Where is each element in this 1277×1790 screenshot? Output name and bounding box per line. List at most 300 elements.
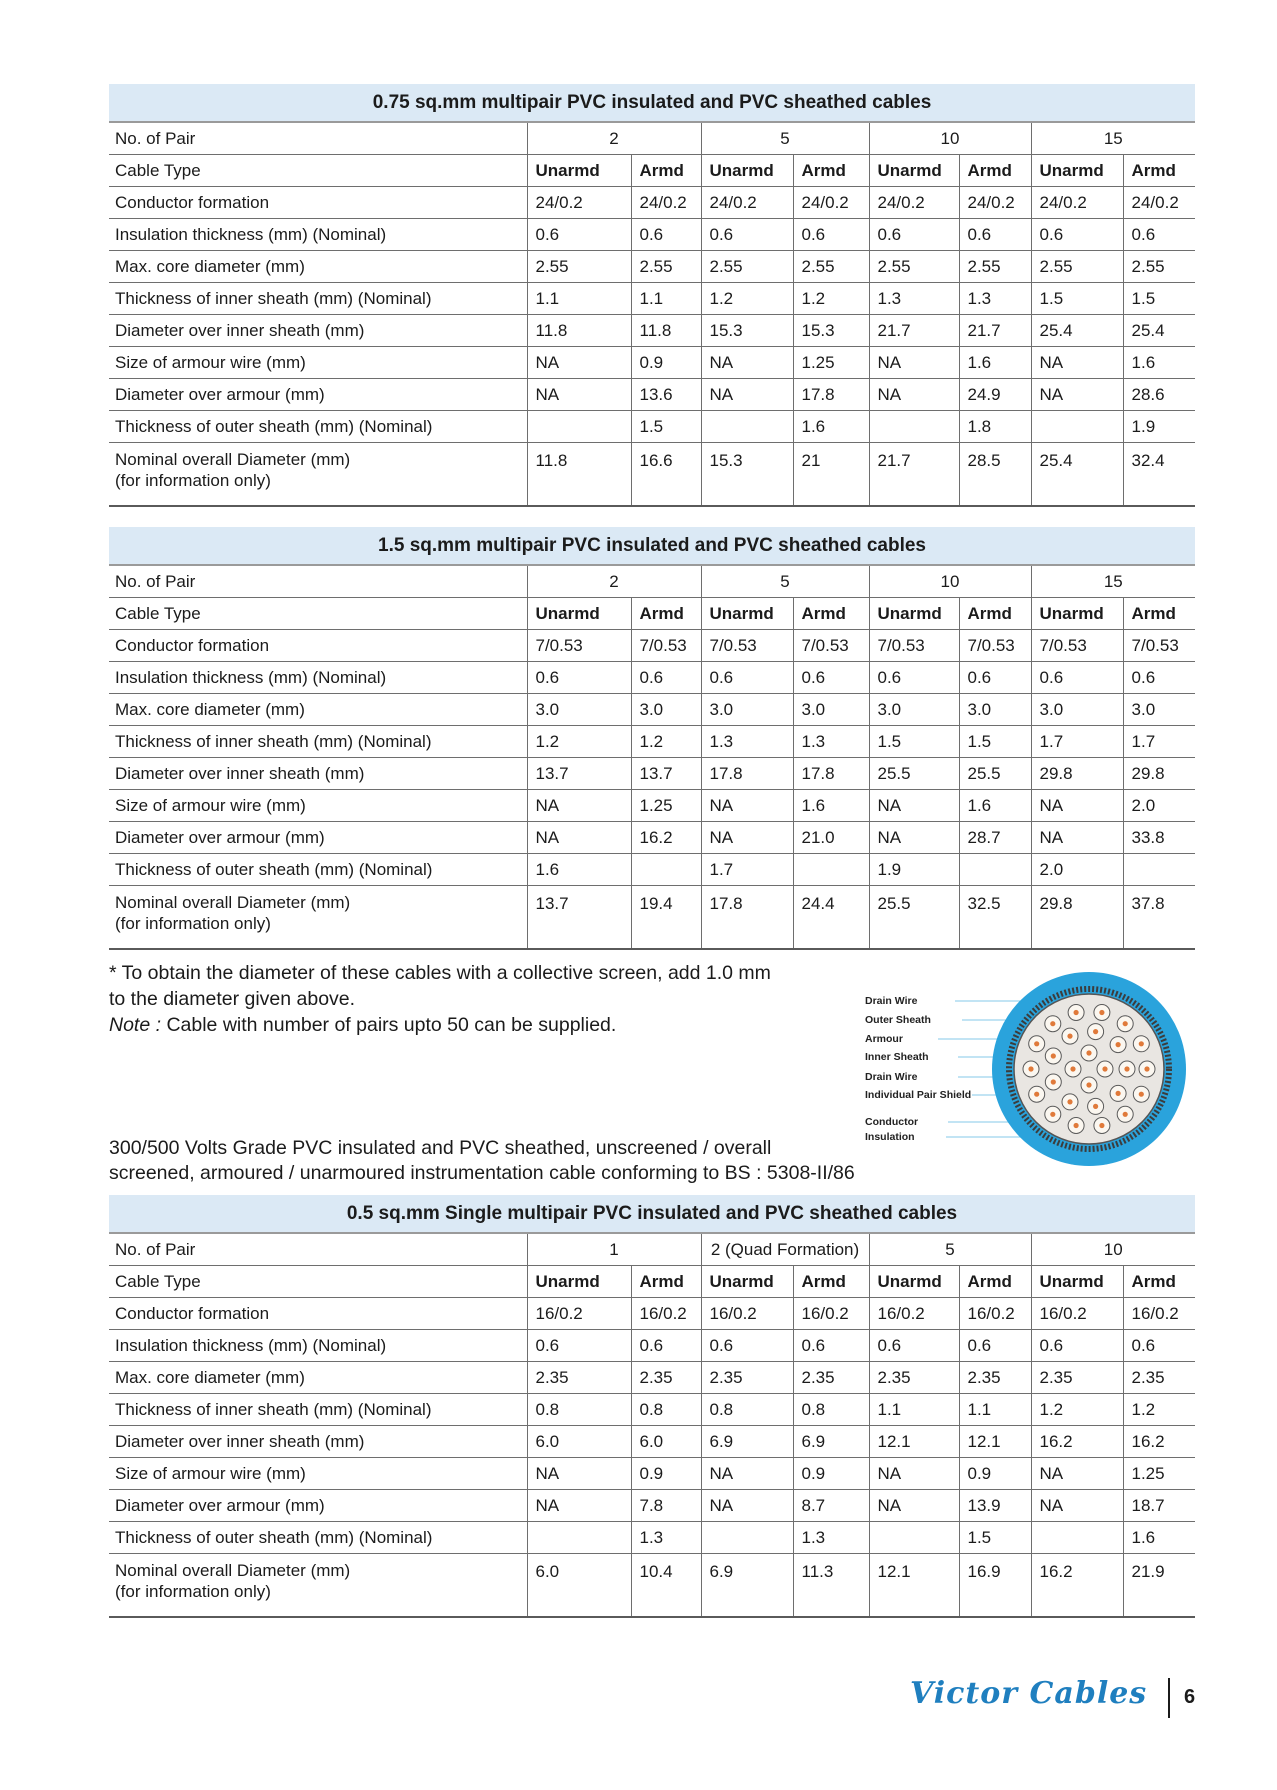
- table-cell: 15.3: [701, 443, 793, 507]
- table-cell: 25.4: [1031, 443, 1123, 507]
- cable-type-header: Armd: [1123, 155, 1195, 187]
- cable-type-header: Unarmd: [869, 598, 959, 630]
- cable-type-header: Unarmd: [869, 155, 959, 187]
- table-cell: 2.0: [1123, 790, 1195, 822]
- row-label: Thickness of inner sheath (mm) (Nominal): [109, 1394, 527, 1426]
- core-conductor: [1070, 1066, 1075, 1071]
- row-label: Size of armour wire (mm): [109, 1458, 527, 1490]
- table-cell: 1.2: [631, 726, 701, 758]
- table-cell: 0.9: [631, 1458, 701, 1490]
- cable-type-row: [109, 598, 1195, 630]
- row-label: Thickness of outer sheath (mm) (Nominal): [109, 1522, 527, 1554]
- table-cell: 7/0.53: [631, 630, 701, 662]
- row-label: Conductor formation: [109, 1298, 527, 1330]
- cable-type-header: Armd: [793, 1266, 869, 1298]
- table-cell: 1.25: [793, 347, 869, 379]
- core-conductor: [1099, 1123, 1104, 1128]
- table-cell: 6.0: [527, 1554, 631, 1618]
- table-cell: 2.35: [701, 1362, 793, 1394]
- spec-table: [109, 1234, 1195, 1618]
- core-conductor: [1124, 1066, 1129, 1071]
- row-label: Diameter over inner sheath (mm): [109, 315, 527, 347]
- table-cell: 16.2: [1123, 1426, 1195, 1458]
- table-cell: 13.9: [959, 1490, 1031, 1522]
- table-cell: 16/0.2: [1031, 1298, 1123, 1330]
- cable-type-header: Armd: [959, 1266, 1031, 1298]
- table-cell: 2.55: [701, 251, 793, 283]
- table-cell: 2.55: [1123, 251, 1195, 283]
- table-cell: 0.6: [701, 219, 793, 251]
- diagram-label: Individual Pair Shield: [865, 1089, 972, 1101]
- table-row: [109, 187, 1195, 219]
- table-cell: NA: [1031, 822, 1123, 854]
- table-cell: 18.7: [1123, 1490, 1195, 1522]
- table-cell: 21.7: [869, 315, 959, 347]
- cable-type-header: Armd: [631, 155, 701, 187]
- table-cell: 2.55: [527, 251, 631, 283]
- table-cell: 21.7: [959, 315, 1031, 347]
- table-section-3: [109, 1195, 1195, 1618]
- table-row: [109, 1298, 1195, 1330]
- overall-diameter-row: [109, 886, 1195, 950]
- table-cell: 0.6: [701, 662, 793, 694]
- core-conductor: [1067, 1099, 1072, 1104]
- table-cell: 3.0: [701, 694, 793, 726]
- table-section-1: [109, 84, 1195, 507]
- table-cell: [869, 1522, 959, 1554]
- pairs-row: [109, 1234, 1195, 1266]
- row-label: Max. core diameter (mm): [109, 1362, 527, 1394]
- table-cell: 7/0.53: [527, 630, 631, 662]
- table-cell: 1.3: [793, 726, 869, 758]
- note-text: Cable with number of pairs upto 50 can be supplied.: [161, 1014, 617, 1036]
- cable-type-header: Armd: [631, 598, 701, 630]
- table-cell: 16/0.2: [959, 1298, 1031, 1330]
- table-cell: NA: [701, 790, 793, 822]
- note-prefix: Note :: [109, 1014, 162, 1036]
- table-cell: [631, 854, 701, 886]
- table-cell: 1.6: [793, 790, 869, 822]
- table-cell: NA: [701, 379, 793, 411]
- table-cell: 10.4: [631, 1554, 701, 1618]
- table-cell: 0.6: [1123, 219, 1195, 251]
- table-cell: 7/0.53: [869, 630, 959, 662]
- table-cell: 0.6: [1031, 219, 1123, 251]
- row-label: Conductor formation: [109, 630, 527, 662]
- core-conductor: [1067, 1034, 1072, 1039]
- row-label: Cable Type: [109, 598, 527, 630]
- table-cell: 32.4: [1123, 443, 1195, 507]
- pair-count-header: 10: [869, 123, 1031, 155]
- table-row: [109, 1394, 1195, 1426]
- cable-type-header: Armd: [959, 155, 1031, 187]
- cable-type-row: [109, 1266, 1195, 1298]
- table-cell: 1.3: [793, 1522, 869, 1554]
- table-cell: 0.6: [959, 1330, 1031, 1362]
- core-conductor: [1093, 1029, 1098, 1034]
- cable-type-header: Unarmd: [527, 598, 631, 630]
- row-label-main: Nominal overall Diameter (mm): [115, 893, 351, 912]
- table-cell: [959, 854, 1031, 886]
- cable-type-header: Armd: [1123, 598, 1195, 630]
- core-conductor: [1099, 1010, 1104, 1015]
- overall-diameter-row: [109, 443, 1195, 507]
- row-label: Thickness of inner sheath (mm) (Nominal): [109, 283, 527, 315]
- table-cell: 16.2: [631, 822, 701, 854]
- row-label: Max. core diameter (mm): [109, 694, 527, 726]
- cable-type-header: Armd: [1123, 1266, 1195, 1298]
- table-cell: 0.6: [701, 1330, 793, 1362]
- table-cell: NA: [869, 1490, 959, 1522]
- cable-type-header: Armd: [959, 598, 1031, 630]
- table-row: [109, 662, 1195, 694]
- table-cell: 25.5: [869, 886, 959, 950]
- row-label: Diameter over armour (mm): [109, 379, 527, 411]
- table-cell: 1.3: [701, 726, 793, 758]
- table-cell: 0.6: [1031, 662, 1123, 694]
- row-label: Insulation thickness (mm) (Nominal): [109, 1330, 527, 1362]
- row-label-sub: (for information only): [115, 914, 271, 933]
- core-conductor: [1051, 1079, 1056, 1084]
- table-cell: NA: [869, 379, 959, 411]
- table-cell: NA: [527, 790, 631, 822]
- table-cell: 6.9: [701, 1554, 793, 1618]
- pair-count-header: 15: [1031, 123, 1195, 155]
- row-label: No. of Pair: [109, 1234, 527, 1266]
- core-conductor: [1139, 1092, 1144, 1097]
- table-row: [109, 315, 1195, 347]
- core-conductor: [1028, 1066, 1033, 1071]
- row-label: Size of armour wire (mm): [109, 790, 527, 822]
- table-cell: NA: [869, 1458, 959, 1490]
- table-cell: 1.9: [869, 854, 959, 886]
- table-cell: 2.35: [631, 1362, 701, 1394]
- standard-note-line-1: 300/500 Volts Grade PVC insulated and PVC sheathed, unscreened / overall: [109, 1137, 772, 1159]
- table-cell: [793, 854, 869, 886]
- table-cell: 3.0: [1123, 694, 1195, 726]
- table-row: [109, 379, 1195, 411]
- table-cell: 16/0.2: [1123, 1298, 1195, 1330]
- table-cell: 16/0.2: [631, 1298, 701, 1330]
- table-cell: 1.1: [631, 283, 701, 315]
- table-cell: 0.6: [1123, 1330, 1195, 1362]
- table-row: [109, 219, 1195, 251]
- cable-type-header: Armd: [793, 155, 869, 187]
- table-cell: 16.2: [1031, 1554, 1123, 1618]
- pairs-row: [109, 123, 1195, 155]
- diagram-label: Insulation: [865, 1131, 915, 1143]
- row-label: [109, 443, 527, 507]
- table-cell: 3.0: [793, 694, 869, 726]
- table-cell: 24.4: [793, 886, 869, 950]
- table-cell: 1.2: [527, 726, 631, 758]
- table-cell: 0.9: [631, 347, 701, 379]
- diagram-label: Outer Sheath: [865, 1014, 931, 1026]
- table-cell: 0.8: [527, 1394, 631, 1426]
- table-cell: 1.5: [1123, 283, 1195, 315]
- table-cell: 24/0.2: [1031, 187, 1123, 219]
- table-row: [109, 1426, 1195, 1458]
- table-cell: 0.8: [793, 1394, 869, 1426]
- table-cell: 3.0: [527, 694, 631, 726]
- pair-count-header: 10: [1031, 1234, 1195, 1266]
- table-row: [109, 790, 1195, 822]
- row-label: Thickness of inner sheath (mm) (Nominal): [109, 726, 527, 758]
- cable-type-header: Unarmd: [527, 155, 631, 187]
- table-cell: 12.1: [869, 1426, 959, 1458]
- table-cell: 0.6: [1031, 1330, 1123, 1362]
- table-cell: 1.7: [1123, 726, 1195, 758]
- table-cell: 29.8: [1123, 758, 1195, 790]
- table-cell: [1123, 854, 1195, 886]
- cable-type-header: Unarmd: [701, 155, 793, 187]
- table-cell: 1.3: [631, 1522, 701, 1554]
- table-cell: 1.3: [869, 283, 959, 315]
- table-cell: 24/0.2: [527, 187, 631, 219]
- table-row: [109, 694, 1195, 726]
- table-cell: 6.9: [793, 1426, 869, 1458]
- table-cell: 2.55: [959, 251, 1031, 283]
- table-cell: 0.6: [959, 662, 1031, 694]
- table-cell: 32.5: [959, 886, 1031, 950]
- table-cell: [869, 411, 959, 443]
- core-conductor: [1051, 1053, 1056, 1058]
- table-cell: 0.6: [793, 219, 869, 251]
- table-cell: 2.35: [1031, 1362, 1123, 1394]
- row-label-main: Nominal overall Diameter (mm): [115, 1561, 351, 1580]
- row-label: Insulation thickness (mm) (Nominal): [109, 662, 527, 694]
- cable-type-header: Unarmd: [527, 1266, 631, 1298]
- note-line-1: * To obtain the diameter of these cables with a collective screen, add 1.0 mm: [109, 962, 771, 984]
- table-cell: NA: [869, 347, 959, 379]
- table-cell: 17.8: [793, 379, 869, 411]
- table-cell: 21.9: [1123, 1554, 1195, 1618]
- table-cell: 16/0.2: [527, 1298, 631, 1330]
- table-cell: 21.0: [793, 822, 869, 854]
- table-cell: 24/0.2: [959, 187, 1031, 219]
- note-line-2: to the diameter given above.: [109, 988, 356, 1010]
- pair-count-header: 2 (Quad Formation): [701, 1234, 869, 1266]
- core-conductor: [1102, 1066, 1107, 1071]
- core-conductor: [1074, 1123, 1079, 1128]
- row-label: Diameter over armour (mm): [109, 1490, 527, 1522]
- table-cell: 16.9: [959, 1554, 1031, 1618]
- pair-count-header: 5: [701, 566, 869, 598]
- table-cell: 28.5: [959, 443, 1031, 507]
- table-cell: 21.7: [869, 443, 959, 507]
- diagram-label: Drain Wire: [865, 1071, 918, 1083]
- row-label: Cable Type: [109, 1266, 527, 1298]
- table-row: [109, 854, 1195, 886]
- cable-type-header: Armd: [631, 1266, 701, 1298]
- row-label: Thickness of outer sheath (mm) (Nominal): [109, 411, 527, 443]
- table-cell: NA: [527, 347, 631, 379]
- table-cell: NA: [869, 822, 959, 854]
- table-cell: 0.9: [959, 1458, 1031, 1490]
- core-conductor: [1123, 1112, 1128, 1117]
- diagram-label: Armour: [865, 1033, 903, 1045]
- table-cell: 11.3: [793, 1554, 869, 1618]
- table-cell: 2.55: [869, 251, 959, 283]
- table-row: [109, 822, 1195, 854]
- table-cell: 16/0.2: [701, 1298, 793, 1330]
- table-cell: 1.5: [959, 1522, 1031, 1554]
- table-cell: 24/0.2: [869, 187, 959, 219]
- table-cell: 2.55: [793, 251, 869, 283]
- table-cell: 11.8: [527, 315, 631, 347]
- pair-count-header: 10: [869, 566, 1031, 598]
- table-cell: NA: [1031, 1490, 1123, 1522]
- table-cell: 6.0: [631, 1426, 701, 1458]
- standard-note-line-2: screened, armoured / unarmoured instrumentation cable conforming to BS : 5308-II/86: [109, 1162, 855, 1184]
- table-cell: 28.7: [959, 822, 1031, 854]
- table-cell: 13.7: [527, 886, 631, 950]
- page-number: 6: [1184, 1686, 1196, 1708]
- table-cell: 1.1: [959, 1394, 1031, 1426]
- cable-type-header: Unarmd: [869, 1266, 959, 1298]
- core-conductor: [1139, 1041, 1144, 1046]
- table-cell: 24/0.2: [1123, 187, 1195, 219]
- table-row: [109, 283, 1195, 315]
- table-cell: 19.4: [631, 886, 701, 950]
- table-cell: 0.6: [793, 662, 869, 694]
- row-label: Thickness of outer sheath (mm) (Nominal): [109, 854, 527, 886]
- table-cell: 0.6: [869, 219, 959, 251]
- pair-count-header: 15: [1031, 566, 1195, 598]
- cable-type-row: [109, 155, 1195, 187]
- table-cell: 2.35: [869, 1362, 959, 1394]
- row-label: [109, 886, 527, 950]
- table-cell: 1.6: [959, 790, 1031, 822]
- table-cell: 1.25: [631, 790, 701, 822]
- table-cell: 0.6: [793, 1330, 869, 1362]
- table-cell: 2.0: [1031, 854, 1123, 886]
- table-cell: 6.9: [701, 1426, 793, 1458]
- table-row: [109, 251, 1195, 283]
- note-supply: [109, 1012, 849, 1038]
- cable-type-header: Unarmd: [701, 1266, 793, 1298]
- table-cell: 0.9: [793, 1458, 869, 1490]
- table-cell: 7/0.53: [959, 630, 1031, 662]
- table-cell: 7/0.53: [1031, 630, 1123, 662]
- table-section-2: [109, 527, 1195, 950]
- row-label: No. of Pair: [109, 566, 527, 598]
- table-cell: 0.6: [959, 219, 1031, 251]
- core-conductor: [1050, 1021, 1055, 1026]
- table-cell: 37.8: [1123, 886, 1195, 950]
- cable-type-header: Unarmd: [701, 598, 793, 630]
- row-label: [109, 1554, 527, 1618]
- overall-diameter-row: [109, 1554, 1195, 1618]
- table-cell: NA: [701, 347, 793, 379]
- table-cell: NA: [1031, 379, 1123, 411]
- table-cell: 1.2: [1031, 1394, 1123, 1426]
- cable-type-header: Armd: [793, 598, 869, 630]
- core-conductor: [1086, 1050, 1091, 1055]
- table-title: 0.5 sq.mm Single multipair PVC insulated and PVC sheathed cables: [109, 1195, 1195, 1234]
- table-row: [109, 347, 1195, 379]
- table-cell: 3.0: [869, 694, 959, 726]
- table-cell: 7/0.53: [701, 630, 793, 662]
- table-cell: 2.35: [1123, 1362, 1195, 1394]
- table-cell: 1.9: [1123, 411, 1195, 443]
- table-cell: 24/0.2: [701, 187, 793, 219]
- table-cell: NA: [1031, 347, 1123, 379]
- table-cell: 15.3: [701, 315, 793, 347]
- notes-block: [109, 960, 849, 1038]
- table-cell: 25.4: [1123, 315, 1195, 347]
- core-conductor: [1116, 1042, 1121, 1047]
- table-row: [109, 1490, 1195, 1522]
- table-cell: NA: [1031, 790, 1123, 822]
- table-cell: 16/0.2: [793, 1298, 869, 1330]
- table-cell: 25.5: [869, 758, 959, 790]
- core-conductor: [1093, 1104, 1098, 1109]
- table-cell: 2.35: [527, 1362, 631, 1394]
- table-cell: NA: [527, 822, 631, 854]
- table-cell: 1.6: [959, 347, 1031, 379]
- core-conductor: [1034, 1041, 1039, 1046]
- table-row: [109, 630, 1195, 662]
- table-cell: 16/0.2: [869, 1298, 959, 1330]
- row-label-sub: (for information only): [115, 1582, 271, 1601]
- table-cell: 1.5: [631, 411, 701, 443]
- table-cell: 7/0.53: [793, 630, 869, 662]
- table-cell: 1.6: [1123, 1522, 1195, 1554]
- table-cell: 6.0: [527, 1426, 631, 1458]
- table-cell: 13.7: [527, 758, 631, 790]
- table-cell: NA: [701, 822, 793, 854]
- table-cell: 0.8: [701, 1394, 793, 1426]
- table-cell: 0.6: [527, 1330, 631, 1362]
- table-row: [109, 758, 1195, 790]
- cable-type-header: Unarmd: [1031, 1266, 1123, 1298]
- table-cell: 13.7: [631, 758, 701, 790]
- row-label: Cable Type: [109, 155, 527, 187]
- table-cell: NA: [1031, 1458, 1123, 1490]
- table-cell: 7.8: [631, 1490, 701, 1522]
- table-cell: 17.8: [701, 758, 793, 790]
- core-conductor: [1144, 1066, 1149, 1071]
- table-cell: 1.6: [527, 854, 631, 886]
- cable-type-header: Unarmd: [1031, 598, 1123, 630]
- diagram-label: Drain Wire: [865, 995, 918, 1007]
- table-cell: 24/0.2: [793, 187, 869, 219]
- table-cell: 2.35: [793, 1362, 869, 1394]
- table-cell: 21: [793, 443, 869, 507]
- table-title: 0.75 sq.mm multipair PVC insulated and PVC sheathed cables: [109, 84, 1195, 123]
- standard-note: [109, 1136, 929, 1186]
- table-cell: 13.6: [631, 379, 701, 411]
- table-row: [109, 726, 1195, 758]
- pair-count-header: 2: [527, 566, 701, 598]
- table-cell: 1.2: [793, 283, 869, 315]
- table-cell: 7/0.53: [1123, 630, 1195, 662]
- table-cell: NA: [701, 1490, 793, 1522]
- table-cell: 12.1: [869, 1554, 959, 1618]
- table-cell: 1.6: [793, 411, 869, 443]
- row-label: Diameter over inner sheath (mm): [109, 1426, 527, 1458]
- table-cell: 29.8: [1031, 758, 1123, 790]
- brand-logo: Victor Cables: [910, 1676, 1148, 1711]
- row-label: Insulation thickness (mm) (Nominal): [109, 219, 527, 251]
- table-cell: 24/0.2: [631, 187, 701, 219]
- table-cell: 1.25: [1123, 1458, 1195, 1490]
- table-cell: 1.2: [701, 283, 793, 315]
- pair-count-header: 5: [701, 123, 869, 155]
- table-cell: 11.8: [527, 443, 631, 507]
- table-cell: 0.6: [869, 662, 959, 694]
